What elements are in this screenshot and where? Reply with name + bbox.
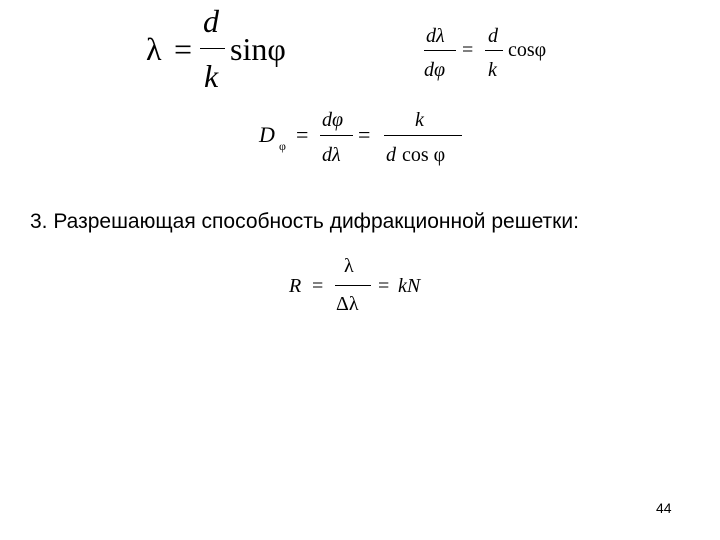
equals-sign: = bbox=[358, 122, 371, 147]
dispersion-symbol: D bbox=[259, 122, 275, 147]
cosine-function: cos φ bbox=[402, 144, 446, 166]
fraction-bar bbox=[424, 50, 456, 51]
page-number: 44 bbox=[656, 500, 672, 516]
fraction-numerator: d bbox=[203, 3, 219, 39]
fraction-denominator: dλ bbox=[322, 144, 341, 166]
fraction-numerator: dφ bbox=[322, 109, 344, 131]
fraction-bar bbox=[384, 135, 462, 136]
lambda-symbol: λ bbox=[146, 31, 162, 67]
kN-product: kN bbox=[398, 275, 421, 297]
equals-sign: = bbox=[462, 39, 474, 61]
cosine-function: cosφ bbox=[508, 39, 547, 61]
equals-sign: = bbox=[312, 275, 324, 297]
sine-function: sinφ bbox=[230, 31, 286, 67]
fraction-denominator: k bbox=[204, 58, 219, 94]
equals-sign: = bbox=[378, 275, 390, 297]
fraction-numerator: dλ bbox=[426, 25, 445, 47]
fraction-denominator: dφ bbox=[424, 59, 446, 81]
phi-subscript: φ bbox=[279, 139, 286, 153]
fraction-bar bbox=[320, 135, 353, 136]
fraction-denominator: k bbox=[488, 59, 497, 81]
fraction-denominator: Δλ bbox=[336, 293, 359, 315]
section-heading: 3. Разрешающая способность дифракционной решетки: bbox=[30, 210, 579, 233]
fraction-bar bbox=[485, 50, 503, 51]
equals-sign: = bbox=[296, 122, 309, 147]
fraction-numerator: d bbox=[488, 25, 498, 47]
fraction-bar bbox=[335, 285, 371, 286]
resolving-power-symbol: R bbox=[289, 275, 302, 297]
fraction-bar bbox=[200, 48, 225, 49]
fraction-numerator: k bbox=[415, 109, 424, 131]
equals-sign: = bbox=[174, 31, 193, 67]
fraction-numerator: λ bbox=[344, 255, 354, 277]
fraction-denominator-d: d bbox=[386, 144, 396, 166]
